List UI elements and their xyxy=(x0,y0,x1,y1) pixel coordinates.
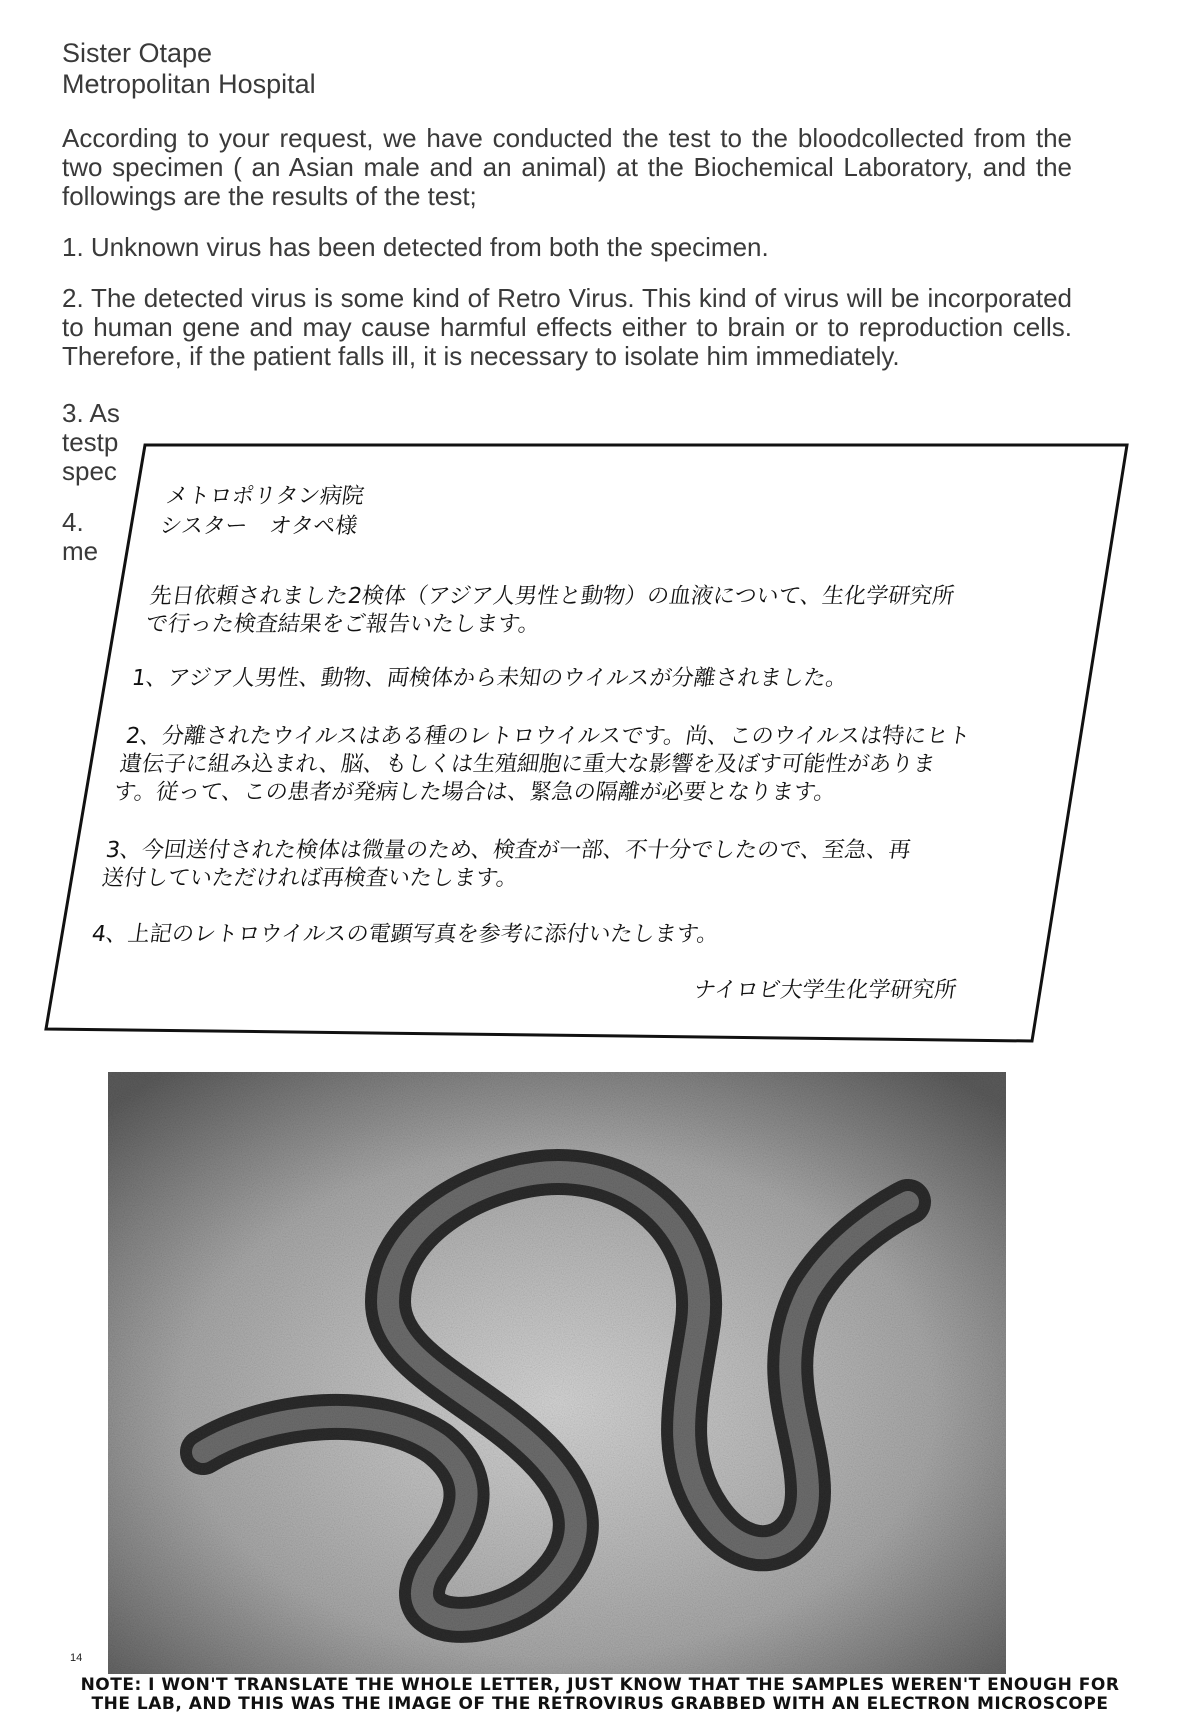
japanese-letter-card xyxy=(44,443,1129,1044)
jp-item-2-line-2: 遺伝子に組み込まれ、脳、もしくは生殖細胞に重大な影響を及ぼす可能性がありま xyxy=(118,752,937,777)
translator-note-line-1: NOTE: I WON'T TRANSLATE THE WHOLE LETTER, JUST KNOW THAT THE SAMPLES WEREN'T ENOUGH FOR xyxy=(80,1675,1120,1695)
jp-intro-line-2: で行った検査結果をご報告いたします。 xyxy=(144,612,542,637)
jp-item-3-line-2: 送付していただければ再検査いたします。 xyxy=(100,866,520,891)
letter-intro: According to your request, we have conducted the test to the bloodcollected from the two specimen ( an Asian male and an animal) at the Biochemical Laboratory, and the followings are the results of the test; xyxy=(62,123,1072,211)
letter-item-4-line1: 4. xyxy=(62,507,84,537)
jp-item-2-line-3: す。従って、この患者が発病した場合は、緊急の隔離が必要となります。 xyxy=(112,780,838,805)
jp-item-4: 4、上記のレトロウイルスの電顕写真を参考に添付いたします。 xyxy=(90,922,721,947)
retrovirus-image xyxy=(108,1072,1006,1674)
jp-addressee-org: メトロポリタン病院 xyxy=(164,484,366,509)
jp-item-1: 1、アジア人男性、動物、両検体から未知のウイルスが分離されました。 xyxy=(130,666,850,691)
letter-item-2: 2. The detected virus is some kind of Retro Virus. This kind of virus will be incorporated to human gene and may cause harmful effects either to brain or to reproduction cells. Therefore, if the patient falls ill, it is necessary to isolate him immediately. xyxy=(62,283,1072,371)
letter-item-4-line2: me xyxy=(62,536,99,566)
addressee-name: Sister Otape xyxy=(62,38,213,68)
electron-micrograph xyxy=(108,1072,1006,1674)
translator-note-line-2: THE LAB, AND THIS WAS THE IMAGE OF THE RETROVIRUS GRABBED WITH AN ELECTRON MICROSCOPE xyxy=(91,1694,1109,1714)
jp-item-2-line-1: 2、分離されたウイルスはある種のレトロウイルスです。尚、このウイルスは特にヒト xyxy=(124,724,972,749)
jp-item-3-line-1: 3、今回送付された検体は微量のため、検査が一部、不十分でしたので、至急、再 xyxy=(104,838,913,863)
letter-item-3-line1: 3. As xyxy=(62,398,120,428)
jp-addressee-name: シスター オタペ様 xyxy=(158,514,359,539)
page-number: 14 xyxy=(70,1652,83,1664)
letter-item-3-line2: testp xyxy=(62,427,119,457)
japanese-letter-text xyxy=(44,443,1129,1044)
addressee xyxy=(62,38,1072,100)
jp-intro-line-1: 先日依頼されました2検体（アジア人男性と動物）の血液について、生化学研究所 xyxy=(148,584,956,609)
letter-item-1: 1. Unknown virus has been detected from both the specimen. xyxy=(62,232,769,262)
jp-signature: ナイロビ大学生化学研究所 xyxy=(692,978,959,1003)
translator-note xyxy=(30,1676,1170,1714)
addressee-org: Metropolitan Hospital xyxy=(62,69,316,99)
letter-item-3-line3: spec xyxy=(62,456,117,486)
